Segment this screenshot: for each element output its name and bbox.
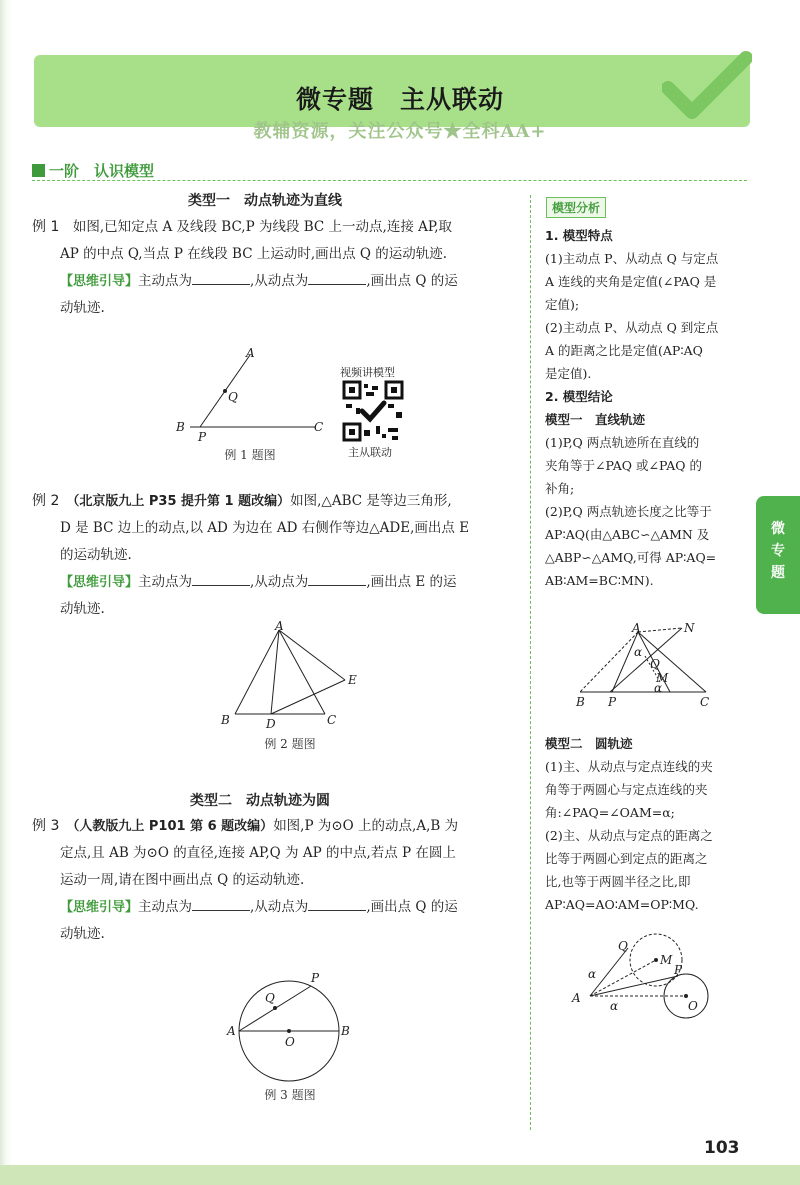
- side-tab-char: 题: [771, 565, 785, 581]
- point-label: P: [198, 430, 207, 444]
- type2-title: 类型二 动点轨迹为圆: [190, 793, 330, 809]
- page-title: 微专题 主从联动: [295, 85, 504, 114]
- model-analysis-tag: 模型分析: [546, 197, 606, 218]
- text-line: (1)P,Q 两点轨迹所在直线的: [545, 435, 700, 450]
- side-tab-char: 微: [771, 521, 785, 537]
- point-label: A: [632, 621, 641, 635]
- bottom-band: [0, 1165, 800, 1185]
- side-tab[interactable]: [756, 496, 800, 614]
- column-divider: [530, 195, 531, 1130]
- example3-text: [32, 813, 526, 948]
- angle-label: α: [610, 999, 619, 1013]
- example2-guide: [32, 569, 526, 596]
- example3-label: 例 3: [32, 818, 60, 834]
- guide-text: ,从动点为: [250, 273, 309, 289]
- point-label: N: [684, 621, 695, 635]
- section-heading: 一阶 认识模型: [32, 160, 154, 181]
- point-label: O: [285, 1035, 295, 1049]
- bar-chart-icon: [32, 164, 45, 177]
- type1-title: 类型一 动点轨迹为直线: [188, 193, 342, 209]
- point-label: Q: [265, 991, 275, 1005]
- model2-figure: [568, 930, 718, 1025]
- point-label: B: [221, 713, 230, 727]
- guide-text: ,从动点为: [250, 574, 309, 590]
- answer-blank[interactable]: [308, 271, 366, 285]
- text-line: 是定值).: [545, 366, 592, 381]
- example3-source: （人教版九上 P101 第 6 题改编）: [72, 819, 274, 834]
- section-divider: [32, 180, 747, 181]
- watermark-text: 教辅资源，关注公众号★全科AA+: [253, 121, 547, 142]
- example1-guide-end: 动轨迹.: [60, 300, 105, 316]
- qr-code[interactable]: [342, 380, 404, 442]
- point-label: Q: [618, 939, 628, 953]
- point-label: B: [176, 420, 185, 434]
- point-label: Q: [650, 657, 660, 671]
- example2-caption: 例 2 题图: [264, 737, 316, 751]
- point-label: C: [700, 695, 710, 709]
- model2-text: [545, 732, 750, 916]
- model-features-heading: 1. 模型特点: [545, 228, 613, 243]
- point-label: M: [660, 953, 673, 967]
- text-line: (1)主动点 P、从动点 Q 与定点: [545, 251, 719, 266]
- text-line: A 连线的夹角是定值(∠PAQ 是: [545, 274, 717, 289]
- angle-label: α: [634, 645, 643, 659]
- text-line: 比等于两圆心到定点的距离之: [545, 851, 708, 866]
- checkmark-icon: [662, 48, 752, 128]
- text-line: A 的距离之比是定值(AP∶AQ: [545, 343, 703, 358]
- point-label: P: [608, 695, 617, 709]
- example1-label: 例 1: [32, 219, 60, 235]
- text-line: 定值);: [545, 297, 580, 312]
- example2-source: （北京版九上 P35 提升第 1 题改编）: [72, 494, 291, 509]
- point-label: C: [314, 420, 324, 434]
- example2-line2: D 是 BC 边上的动点,以 AD 为边在 AD 右侧作等边△ADE,画出点 E: [60, 520, 470, 536]
- text-line: 补角;: [545, 481, 575, 496]
- text-line: (2)主动点 P、从动点 Q 到定点: [545, 320, 719, 335]
- point-label: O: [688, 999, 698, 1013]
- example2-guide-end: 动轨迹.: [60, 601, 105, 617]
- point-label: A: [227, 1024, 236, 1038]
- example1-figure: [170, 345, 340, 445]
- example1-guide: [32, 268, 524, 295]
- model1-heading: 模型一 直线轨迹: [545, 412, 646, 427]
- point-label: D: [266, 717, 276, 731]
- example1-line1: 如图,已知定点 A 及线段 BC,P 为线段 BC 上一动点,连接 AP,取: [72, 219, 453, 235]
- model-features: [545, 224, 750, 592]
- point-label: P: [311, 971, 320, 985]
- point-label: P: [674, 963, 683, 977]
- qr-top-label: 视频讲模型: [340, 366, 395, 379]
- example1-text: [32, 214, 524, 322]
- text-line: △ABP∽△AMQ,可得 AP∶AQ=: [545, 550, 717, 565]
- text-line: AP∶AQ=AO∶AM=OP∶MQ.: [545, 897, 699, 912]
- answer-blank[interactable]: [308, 572, 366, 586]
- example2-line1: 如图,△ABC 是等边三角形,: [290, 493, 452, 509]
- text-line: AP∶AQ(由△ABC∽△AMN 及: [545, 527, 710, 542]
- guide-text: 主动点为: [138, 899, 193, 915]
- model1-figure: [570, 620, 720, 712]
- qr-bottom-label: 主从联动: [348, 446, 392, 459]
- example2-label: 例 2: [32, 493, 60, 509]
- point-label: A: [572, 991, 581, 1005]
- example2-text: [32, 488, 526, 623]
- example3-guide: [32, 894, 526, 921]
- example3-line2: 定点,且 AB 为⊙O 的直径,连接 AP,Q 为 AP 的中点,若点 P 在圆上: [60, 845, 456, 861]
- text-line: 角等于两圆心与定点连线的夹: [545, 782, 708, 797]
- guide-label: 【思维引导】: [60, 274, 139, 289]
- example2-line3: 的运动轨迹.: [60, 547, 132, 563]
- point-label: A: [275, 620, 284, 633]
- point-label: M: [656, 671, 669, 685]
- example1-caption: 例 1 题图: [224, 448, 276, 462]
- guide-text: 主动点为: [138, 574, 193, 590]
- answer-blank[interactable]: [308, 897, 366, 911]
- guide-label: 【思维引导】: [60, 575, 139, 590]
- answer-blank[interactable]: [192, 897, 250, 911]
- point-label: E: [348, 673, 357, 687]
- point-label: B: [341, 1024, 350, 1038]
- text-line: 角:∠PAQ=∠OAM=α;: [545, 805, 675, 820]
- point-label: Q: [228, 390, 238, 404]
- text-line: 夹角等于∠PAQ 或∠PAQ 的: [545, 458, 702, 473]
- side-tab-char: 专: [771, 543, 785, 559]
- text-line: AB∶AM=BC∶MN).: [545, 573, 654, 588]
- example3-line1: 如图,P 为⊙O 上的动点,A,B 为: [273, 818, 459, 834]
- angle-label: α: [588, 967, 597, 981]
- page-number: 103: [704, 1138, 740, 1158]
- answer-blank[interactable]: [192, 572, 250, 586]
- example1-line2: AP 的中点 Q,当点 P 在线段 BC 上运动时,画出点 Q 的运动轨迹.: [60, 246, 448, 262]
- answer-blank[interactable]: [192, 271, 250, 285]
- text-line: (1)主、从动点与定点连线的夹: [545, 759, 713, 774]
- guide-text: ,画出点 Q 的运: [366, 899, 458, 915]
- guide-text: ,从动点为: [250, 899, 309, 915]
- example3-caption: 例 3 题图: [264, 1088, 316, 1102]
- example3-line3: 运动一周,请在图中画出点 Q 的运动轨迹.: [60, 872, 305, 888]
- point-label: A: [246, 346, 255, 360]
- guide-text: ,画出点 E 的运: [366, 574, 457, 590]
- angle-label: α: [654, 681, 663, 695]
- text-line: (2)P,Q 两点轨迹长度之比等于: [545, 504, 712, 519]
- point-label: C: [327, 713, 337, 727]
- model-conclusion-heading: 2. 模型结论: [545, 389, 613, 404]
- guide-label: 【思维引导】: [60, 900, 139, 915]
- model2-heading: 模型二 圆轨迹: [545, 736, 633, 751]
- text-line: 比,也等于两圆半径之比,即: [545, 874, 691, 889]
- point-label: B: [576, 695, 585, 709]
- example3-guide-end: 动轨迹.: [60, 926, 105, 942]
- text-line: (2)主、从动点与定点的距离之: [545, 828, 713, 843]
- guide-text: 主动点为: [138, 273, 193, 289]
- guide-text: ,画出点 Q 的运: [366, 273, 458, 289]
- example2-figure: [215, 620, 365, 732]
- example3-figure: [225, 968, 355, 1083]
